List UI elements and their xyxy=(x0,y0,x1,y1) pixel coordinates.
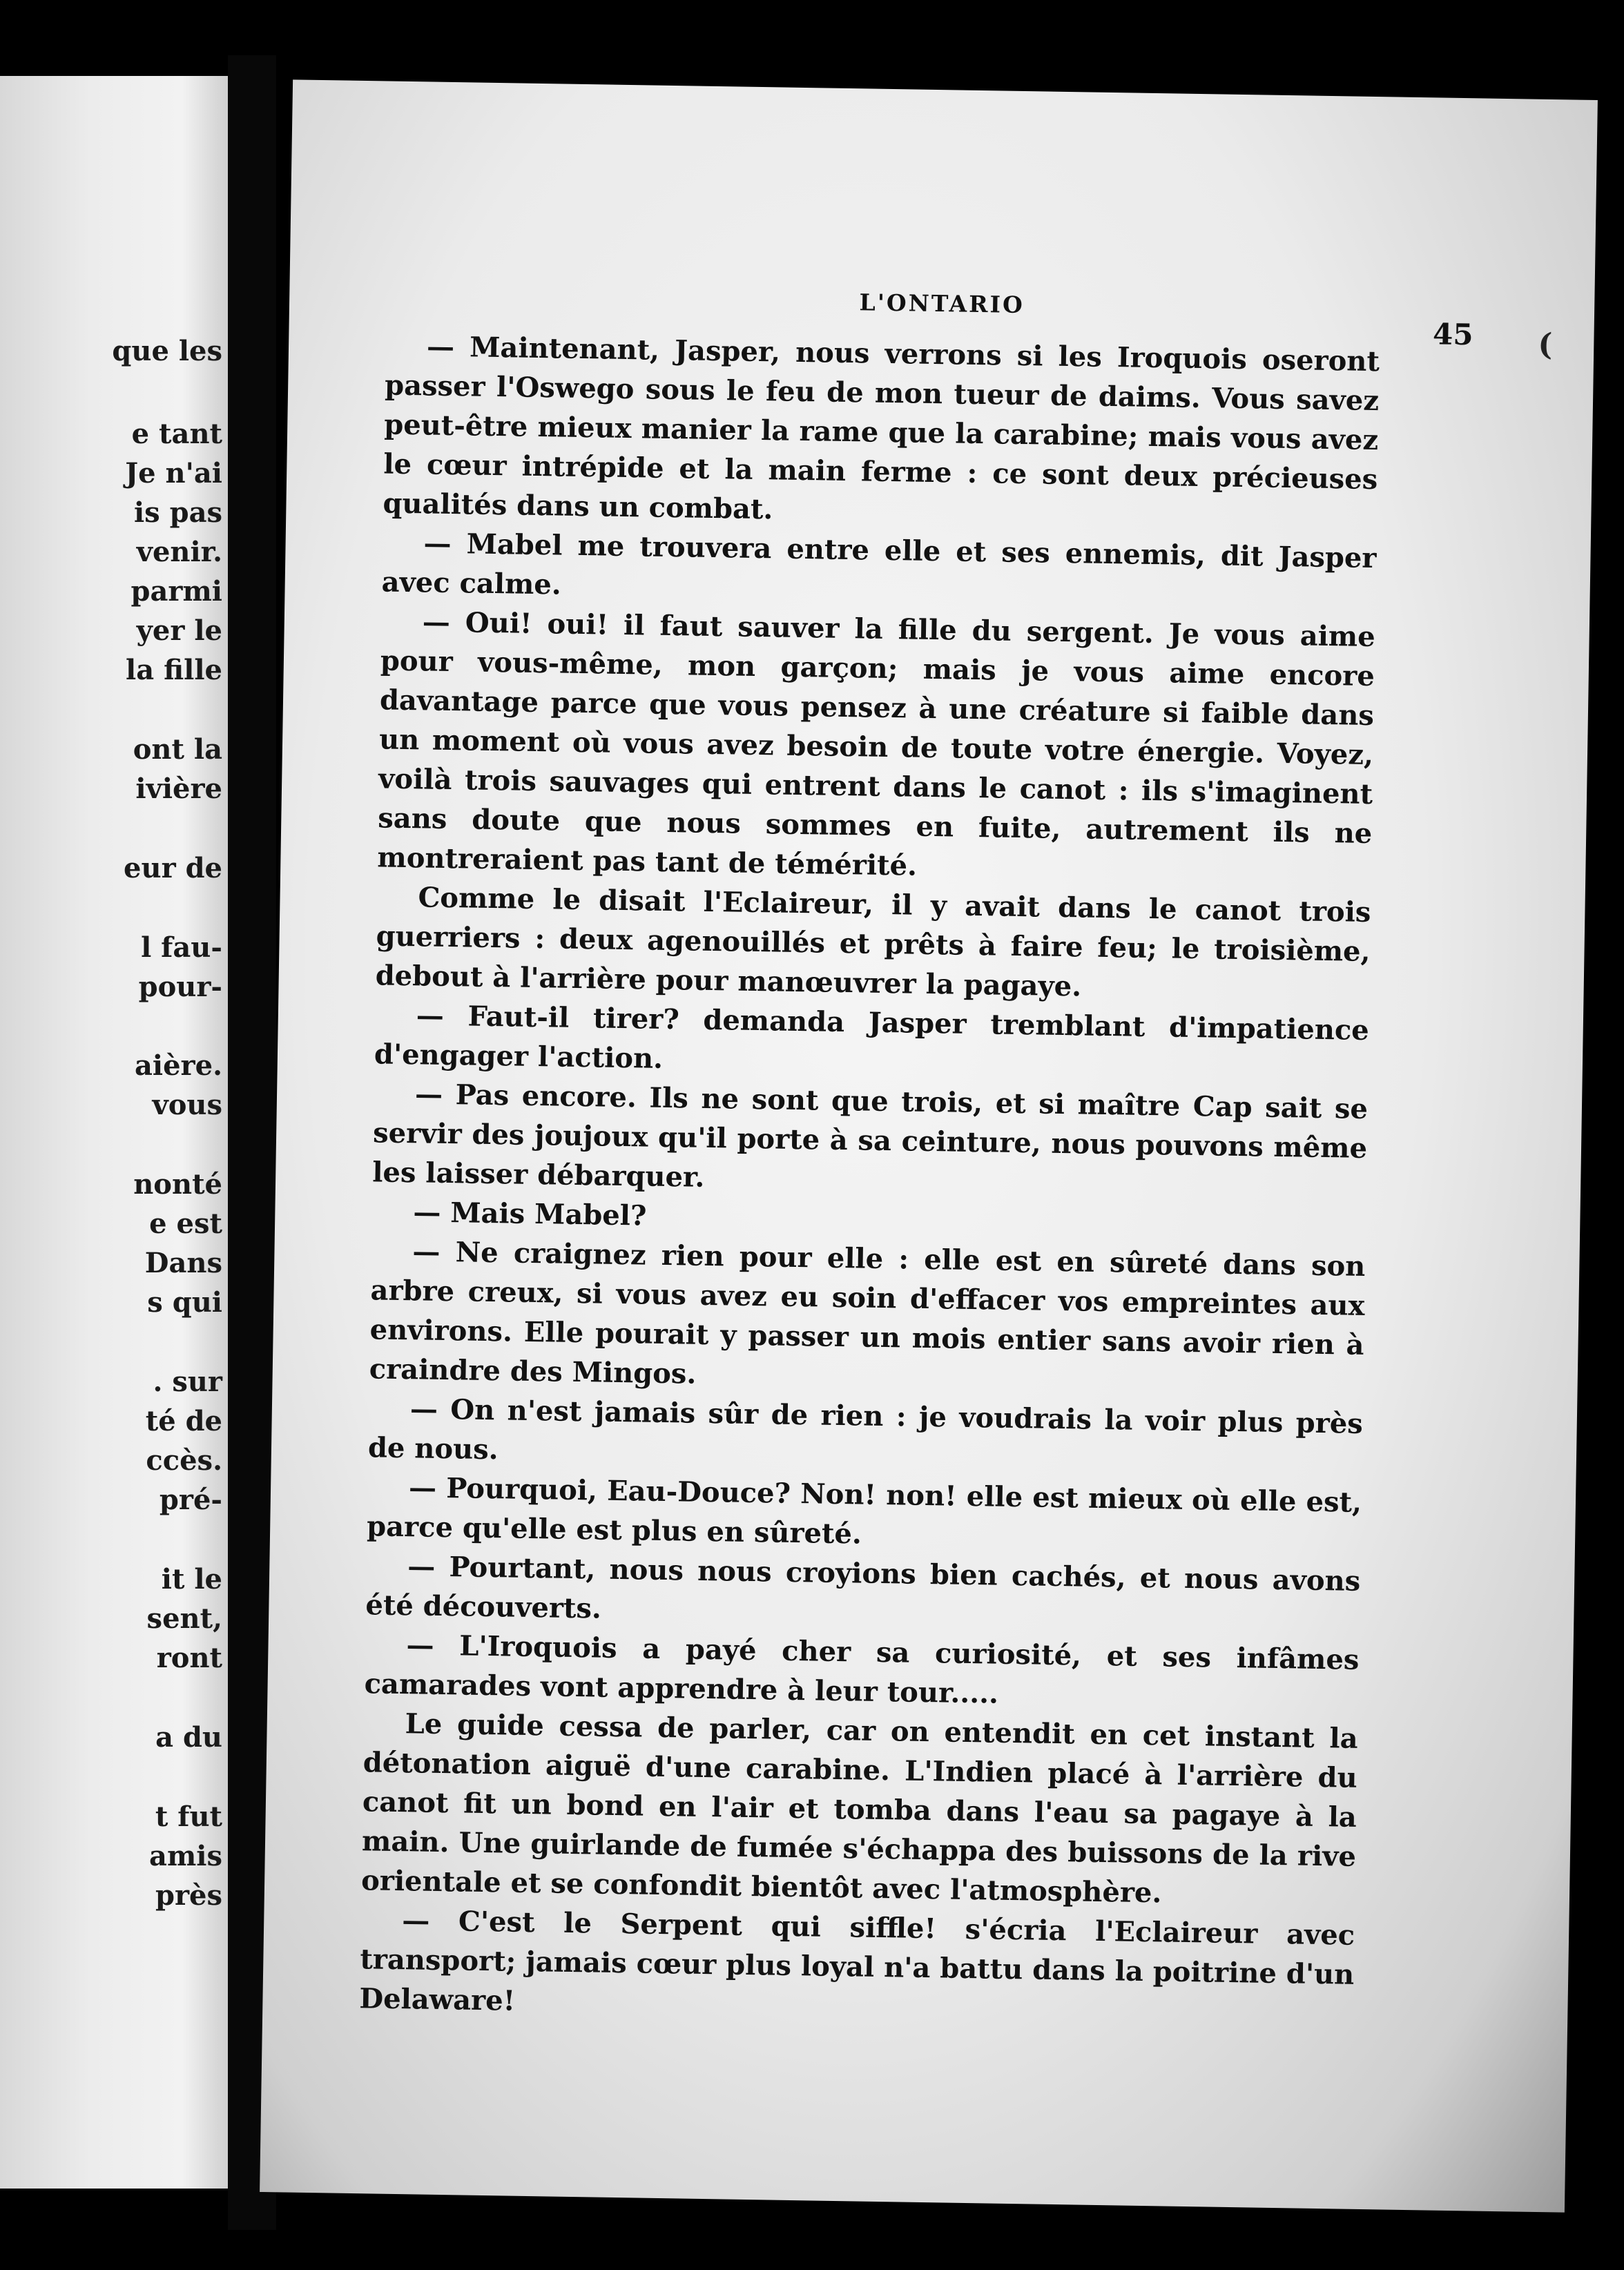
page-number: 45 xyxy=(1432,317,1473,352)
running-head: L'ONTARIO xyxy=(859,289,1025,319)
paragraph: — Pas encore. Ils ne sont que trois, et si maître Cap sait se servir des joujoux qu'il porte à sa ceinture, nous pouvons même les laisser débarquer. xyxy=(371,1078,1369,1194)
paragraph: — Mais Mabel? xyxy=(413,1196,647,1232)
book-page xyxy=(260,79,1598,2212)
left-page-line: que les xyxy=(112,335,222,367)
left-page-line: t fut xyxy=(155,1801,222,1833)
left-page-line: eur de xyxy=(124,852,222,884)
left-page-line: nonté xyxy=(133,1168,222,1201)
paragraph: — Ne craignez rien pour elle : elle est en sûreté dans son arbre creux, si vous avez eu soin d'effacer vos empreintes aux environs. Elle pourait y passer un mois entier sans avoir rien à craindre des Mingos. xyxy=(369,1235,1366,1390)
left-page-line: yer le xyxy=(136,614,222,647)
left-page-line: it le xyxy=(161,1563,222,1595)
left-page-line: vous xyxy=(152,1089,222,1121)
left-page-line: aière. xyxy=(134,1049,222,1082)
paragraph: — Pourtant, nous nous croyions bien cachés, et nous avons été découverts. xyxy=(365,1550,1361,1625)
paragraph: — Pourquoi, Eau-Douce? Non! non! elle est mieux où elle est, parce qu'elle est plus en sûreté. xyxy=(366,1471,1362,1551)
paragraph: Comme le disait l'Eclaireur, il y avait dans le canot trois guerriers : deux agenouillés et prêts à faire feu; le troisième, debout à l'arrière pour manœuvrer la pagaye. xyxy=(375,881,1371,1003)
left-page-line: is pas xyxy=(133,496,222,529)
left-page-line: e est xyxy=(149,1207,222,1240)
left-page-line: parmi xyxy=(130,575,222,608)
left-page-line: . sur xyxy=(153,1366,222,1398)
left-page-line: ccès. xyxy=(146,1444,222,1477)
paragraph: — C'est le Serpent qui siffle! s'écria l'Eclaireur avec transport; jamais cœur plus loyal n'a battu dans la poitrine d'un Delaware! xyxy=(359,1904,1355,2017)
left-page-line: l fau- xyxy=(141,931,222,964)
left-page-line: pré- xyxy=(159,1484,222,1516)
left-page-line: ivière xyxy=(135,773,222,805)
left-page-line: près xyxy=(155,1879,222,1912)
left-page-line: Je n'ai xyxy=(125,457,222,489)
paragraph: Le guide cessa de parler, car on entendit en cet instant la détonation aiguë d'une carabine. L'Indien placé à l'arrière du canot fit un bond en l'air et tomba dans l'eau sa pagaye à la main. Une guirlande de fumée s'échappa des buissons de la rive orientale et se confondit bientôt avec l'atmosphère. xyxy=(360,1707,1358,1910)
left-page-line: venir. xyxy=(136,536,222,568)
paragraph: — Faut-il tirer? demanda Jasper tremblant d'impatience d'engager l'action. xyxy=(374,999,1370,1075)
page-text xyxy=(359,327,1380,2034)
paragraph: — On n'est jamais sûr de rien : je voudrais la voir plus près de nous. xyxy=(367,1393,1364,1466)
left-page-line: sent, xyxy=(146,1602,222,1635)
margin-mark: ( xyxy=(1538,327,1553,363)
left-page-line: pour- xyxy=(138,971,222,1003)
left-page-line: a du xyxy=(155,1721,222,1754)
left-page-line: té de xyxy=(145,1405,222,1437)
paragraph: — L'Iroquois a payé cher sa curiosité, et ses infâmes camarades vont apprendre à leur tour..... xyxy=(364,1629,1360,1710)
left-page-line: Dans xyxy=(144,1247,222,1279)
paragraph: — Mabel me trouvera entre elle et ses ennemis, dit Jasper avec calme. xyxy=(381,527,1377,601)
previous-page-fragment xyxy=(0,76,228,2189)
left-page-line: e tant xyxy=(131,418,222,450)
left-page-line: ont la xyxy=(133,733,222,766)
left-page-line: s qui xyxy=(147,1286,222,1319)
left-page-line: amis xyxy=(149,1840,222,1872)
paragraph: — Oui! oui! il faut sauver la fille du sergent. Je vous aime pour vous-même, mon garçon; mais je vous aime encore davantage parce que vous pensez à une créature si faible dans un moment où vous avez besoin de toute votre énergie. Voyez, voilà trois sauvages qui entrent dans le canot : ils s'imaginent sans doute que nous sommes en fuite, autrement ils ne montreraient pas tant de témérité. xyxy=(377,605,1376,882)
left-page-line: la fille xyxy=(126,654,222,686)
paragraph: — Maintenant, Jasper, nous verrons si les Iroquois oseront passer l'Oswego sous le feu de mon tueur de daims. Vous savez peut-être mieux manier la rame que la carabine; mais vous avez le cœur intrépide et la main ferme : ce sont deux précieuses qualités dans un combat. xyxy=(383,330,1380,526)
left-page-line: ront xyxy=(156,1642,222,1674)
